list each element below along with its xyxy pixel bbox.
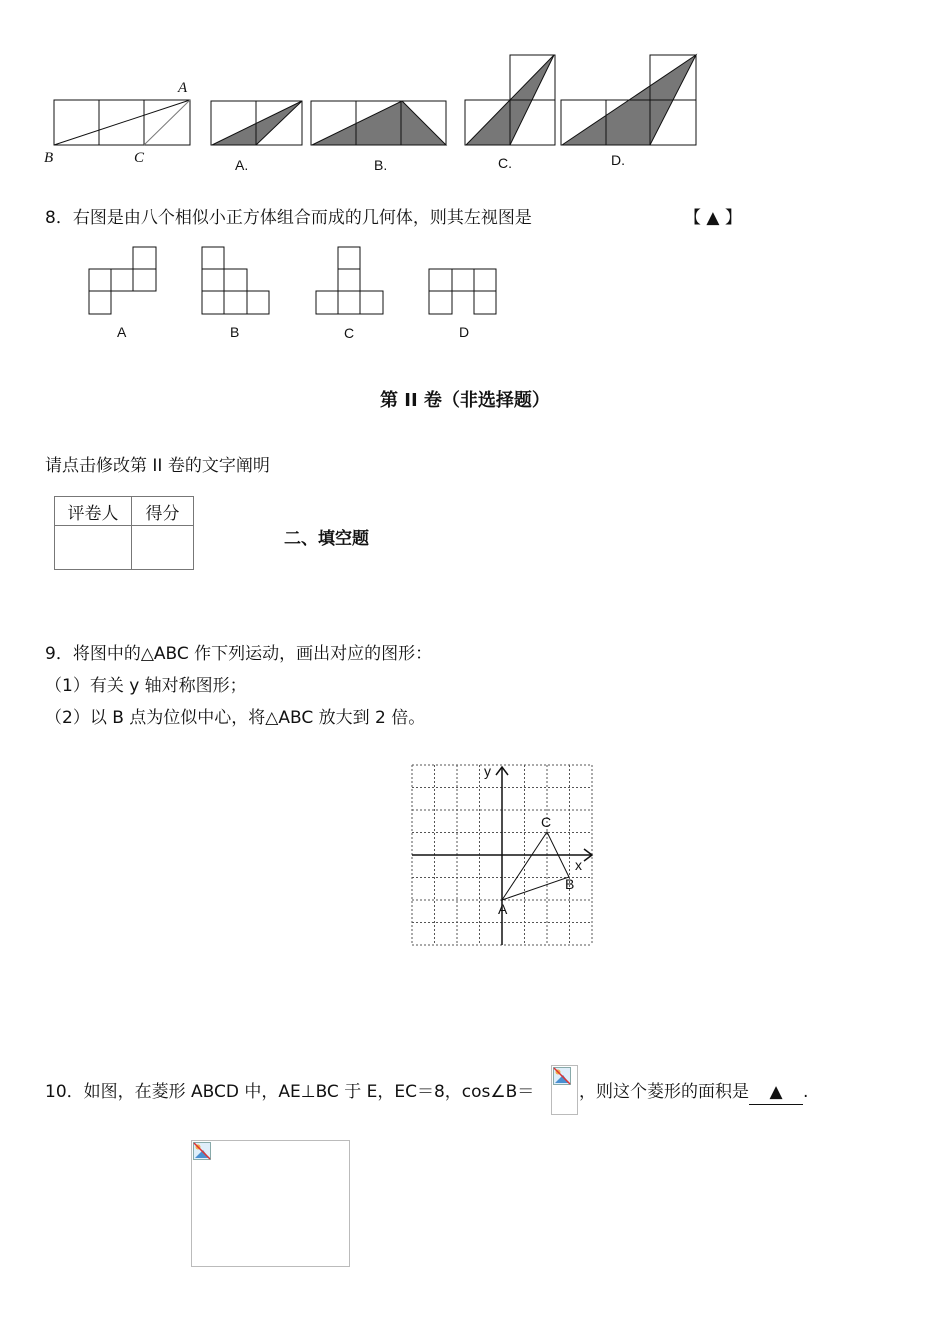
- q7-label-c: C: [134, 150, 145, 166]
- q10-answer-blank[interactable]: ▲: [749, 1080, 803, 1105]
- q8-answer-bracket: 【 ▲ 】: [684, 208, 742, 228]
- q7-option-b-figure: [311, 101, 446, 145]
- q10-question-after-text: ，则这个菱形的面积是: [579, 1082, 749, 1102]
- q10-question-after: [579, 1080, 808, 1105]
- q9-axes: [412, 767, 592, 945]
- q9-question-text: 9．将图中的△ABC 作下列运动，画出对应的图形：: [45, 644, 433, 664]
- q9-part-1: （1）有关 y 轴对称图形；: [45, 676, 247, 696]
- q8-option-b-figure: [202, 247, 269, 314]
- score-table-grader-cell[interactable]: [55, 526, 132, 570]
- q8-option-d-label: D: [459, 324, 470, 340]
- q7-option-c-label: C.: [498, 155, 512, 171]
- q10-end-period: .: [803, 1082, 809, 1102]
- q7-label-b: B: [44, 150, 54, 166]
- score-table-header-score: 得分: [132, 497, 194, 526]
- q7-option-a-figure: [211, 101, 302, 145]
- q7-option-b-label: B.: [374, 157, 388, 173]
- score-table: [54, 496, 194, 570]
- q9-part-2: （2）以 B 点为位似中心，将△ABC 放大到 2 倍。: [45, 708, 426, 728]
- q9-triangle-abc: [502, 832, 569, 900]
- q9-point-a-label: A: [498, 901, 508, 917]
- q8-option-a-label: A: [117, 324, 127, 340]
- q9-axis-x-label: x: [575, 857, 582, 873]
- q8-option-c-figure: [316, 247, 383, 314]
- q7-label-a: A: [178, 80, 188, 96]
- q8-question-text: 8．右图是由八个相似小正方体组合而成的几何体，则其左视图是: [45, 208, 532, 228]
- q8-option-a-figure: [89, 247, 156, 314]
- cos-b-formula-image: [551, 1065, 578, 1115]
- q8-option-b-label: B: [230, 324, 240, 340]
- q8-options-figure: [80, 240, 510, 320]
- q7-option-d-figure: [561, 55, 696, 145]
- q7-option-a-label: A.: [235, 157, 249, 173]
- q9-point-b-label: B: [565, 876, 575, 892]
- fill-in-heading: 二、填空题: [284, 529, 369, 549]
- q10-question-before: 10．如图，在菱形 ABCD 中，AE⊥BC 于 E，EC＝8，cos∠B＝: [45, 1082, 535, 1102]
- section-ii-instruction: 请点击修改第 II 卷的文字阐明: [45, 456, 270, 476]
- q8-option-c-label: C: [344, 325, 355, 341]
- broken-image-icon: [193, 1142, 211, 1160]
- q7-option-c-figure: [465, 55, 555, 145]
- q9-point-c-label: C: [541, 814, 552, 830]
- q9-coordinate-grid: [405, 758, 600, 953]
- section-ii-title: 第 II 卷（非选择题）: [380, 390, 550, 411]
- q9-axis-y-label: y: [484, 763, 491, 779]
- score-table-header-grader: 评卷人: [55, 497, 132, 526]
- score-table-score-cell[interactable]: [132, 526, 194, 570]
- q7-option-d-label: D.: [611, 152, 625, 168]
- broken-image-icon: [553, 1067, 571, 1085]
- q7-original-rectangle: [54, 100, 190, 145]
- q8-option-d-figure: [429, 269, 496, 314]
- q10-rhombus-figure-image: [191, 1140, 350, 1267]
